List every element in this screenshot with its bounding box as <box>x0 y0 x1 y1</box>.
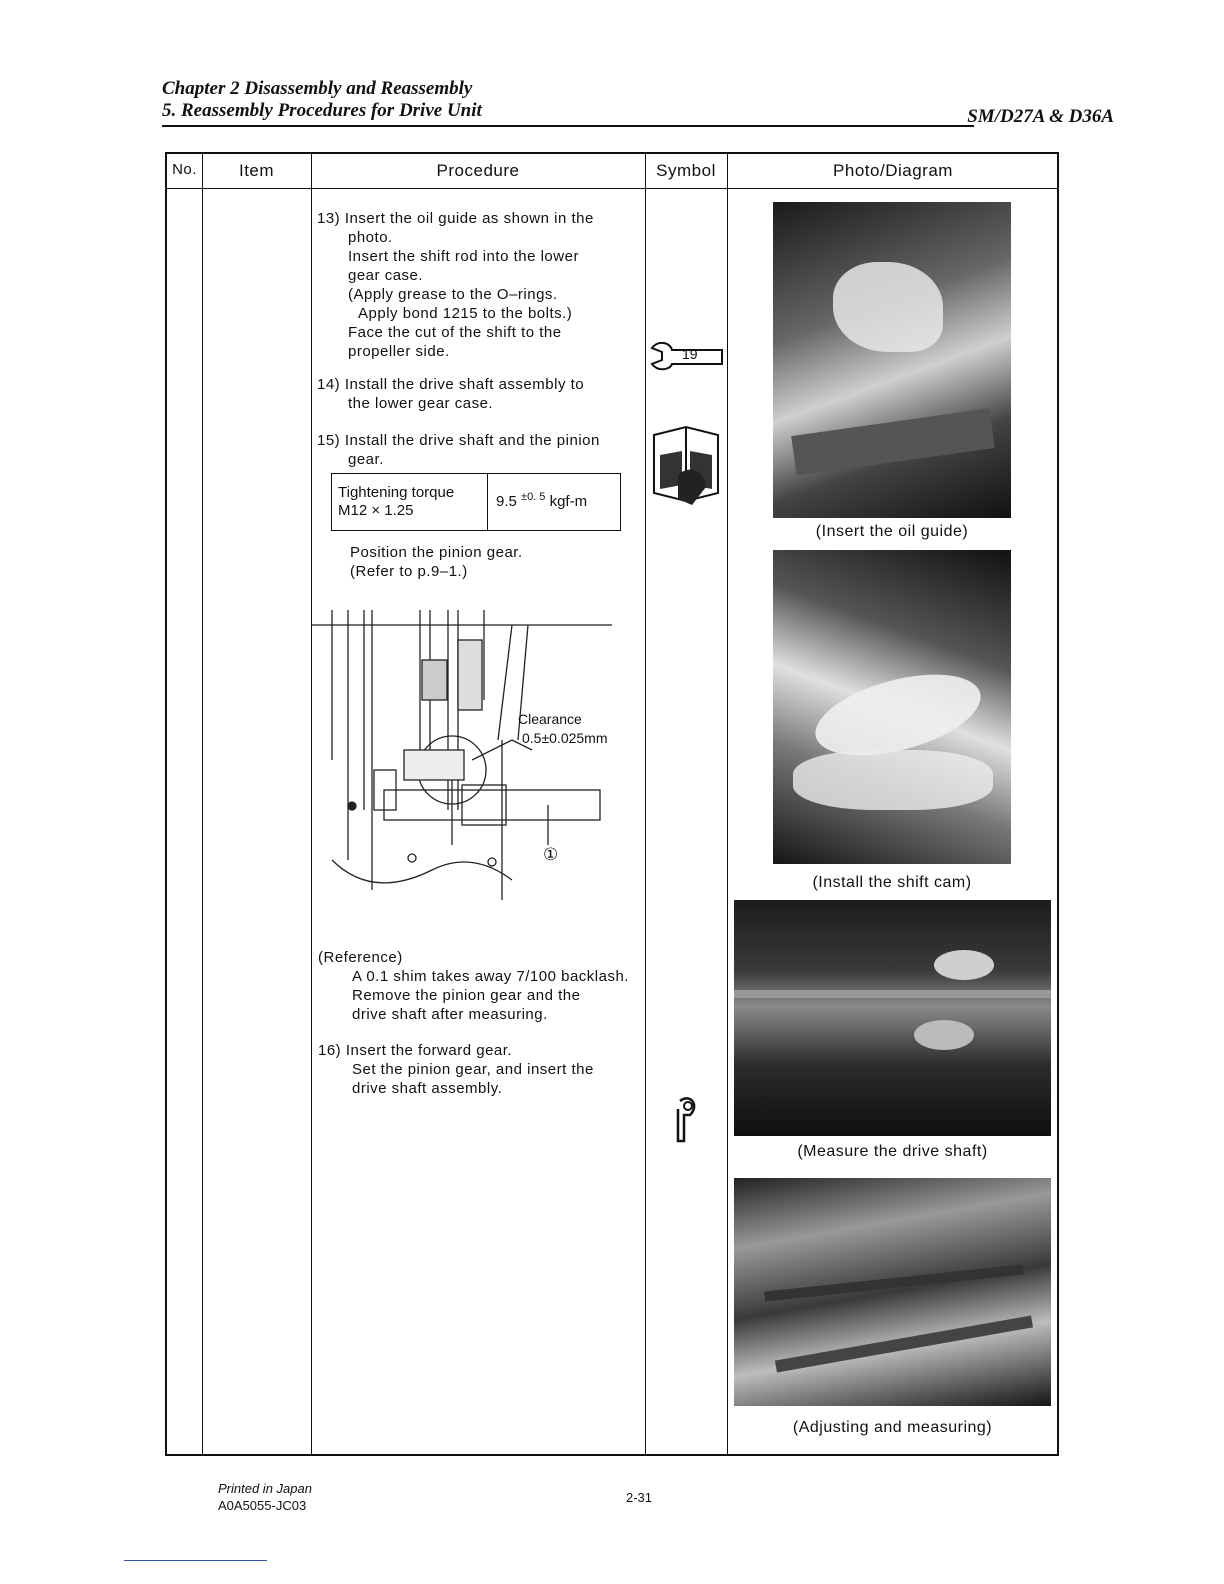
step-16-line: drive shaft assembly. <box>352 1080 503 1097</box>
col-header-procedure: Procedure <box>436 161 520 180</box>
col-divider <box>727 154 728 1454</box>
reference-line: Remove the pinion gear and the <box>352 987 581 1004</box>
step-16 <box>318 1041 594 1098</box>
position-note <box>350 543 523 581</box>
reference-line: (Reference) <box>318 949 403 966</box>
step-15-line: 15) Install the drive shaft and the pinion <box>317 432 600 449</box>
pinion-gear-diagram <box>312 600 642 910</box>
step-14-line: the lower gear case. <box>348 395 494 412</box>
step-15 <box>317 431 600 469</box>
step-16-line: Set the pinion gear, and insert the <box>352 1061 594 1078</box>
caption-measure-drive-shaft: (Measure the drive shaft) <box>797 1143 988 1160</box>
header-rule <box>162 125 974 127</box>
col-divider <box>202 154 203 1454</box>
section-title: 5. Reassembly Procedures for Drive Unit <box>162 100 482 121</box>
clearance-label: Clearance <box>518 711 582 727</box>
header-divider <box>167 188 1057 189</box>
caption-shift-cam: (Install the shift cam) <box>812 874 972 891</box>
photo-oil-guide <box>773 202 1011 518</box>
step-13 <box>317 209 594 361</box>
step-13-line: (Apply grease to the O–rings. <box>348 286 558 303</box>
step-13-line: Apply bond 1215 to the bolts.) <box>358 305 573 322</box>
caption-adjusting-measuring: (Adjusting and measuring) <box>792 1419 993 1436</box>
footer-code: A0A5055-JC03 <box>218 1498 307 1513</box>
photo-shift-cam <box>773 550 1011 864</box>
page-number: 2-31 <box>626 1490 653 1505</box>
footer-printed: Printed in Japan <box>218 1481 312 1496</box>
model-label: SM/D27A & D36A <box>967 106 1114 127</box>
step-14 <box>317 375 584 413</box>
step-14-line: 14) Install the drive shaft assembly to <box>317 376 585 393</box>
torque-label: Tightening torque <box>338 484 455 501</box>
photo-measure-drive-shaft <box>734 900 1051 1136</box>
position-line: (Refer to p.9–1.) <box>350 563 468 580</box>
caption-oil-guide: (Insert the oil guide) <box>815 523 969 540</box>
page-header <box>162 76 1114 130</box>
col-header-photo: Photo/Diagram <box>833 161 953 180</box>
step-16-line: 16) Insert the forward gear. <box>318 1042 513 1059</box>
callout-1: ① <box>543 845 559 865</box>
col-divider <box>645 154 646 1454</box>
footer-link-line <box>124 1560 267 1561</box>
reference-note <box>318 948 629 1024</box>
position-line: Position the pinion gear. <box>350 544 523 561</box>
torque-tolerance: ±0. 5 <box>521 491 546 503</box>
step-13-line: 13) Insert the oil guide as shown in the <box>317 210 594 227</box>
col-header-no: No. <box>172 161 197 178</box>
torque-value <box>496 491 587 510</box>
step-13-line: Face the cut of the shift to the <box>348 324 562 341</box>
step-13-line: photo. <box>348 229 393 246</box>
photo-adjusting-measuring <box>734 1178 1051 1406</box>
manual-icon <box>648 425 724 507</box>
step-13-line: Insert the shift rod into the lower <box>348 248 579 265</box>
wrench-size: 19 <box>682 346 698 362</box>
col-header-symbol: Symbol <box>656 161 716 180</box>
gauge-icon <box>672 1093 702 1145</box>
col-header-item: Item <box>238 161 275 180</box>
chapter-title: Chapter 2 Disassembly and Reassembly <box>162 78 473 99</box>
torque-size: M12 × 1.25 <box>338 502 414 519</box>
torque-unit: kgf-m <box>549 493 588 510</box>
reference-line: drive shaft after measuring. <box>352 1006 548 1023</box>
step-13-line: propeller side. <box>348 343 450 360</box>
torque-number: 9.5 <box>496 493 517 510</box>
wrench-symbol <box>648 338 726 372</box>
reference-line: A 0.1 shim takes away 7/100 backlash. <box>352 968 629 985</box>
torque-spec-box <box>331 473 621 531</box>
clearance-value: 0.5±0.025mm <box>522 730 608 746</box>
torque-divider <box>487 474 488 530</box>
step-15-line: gear. <box>348 451 384 468</box>
step-13-line: gear case. <box>348 267 424 284</box>
